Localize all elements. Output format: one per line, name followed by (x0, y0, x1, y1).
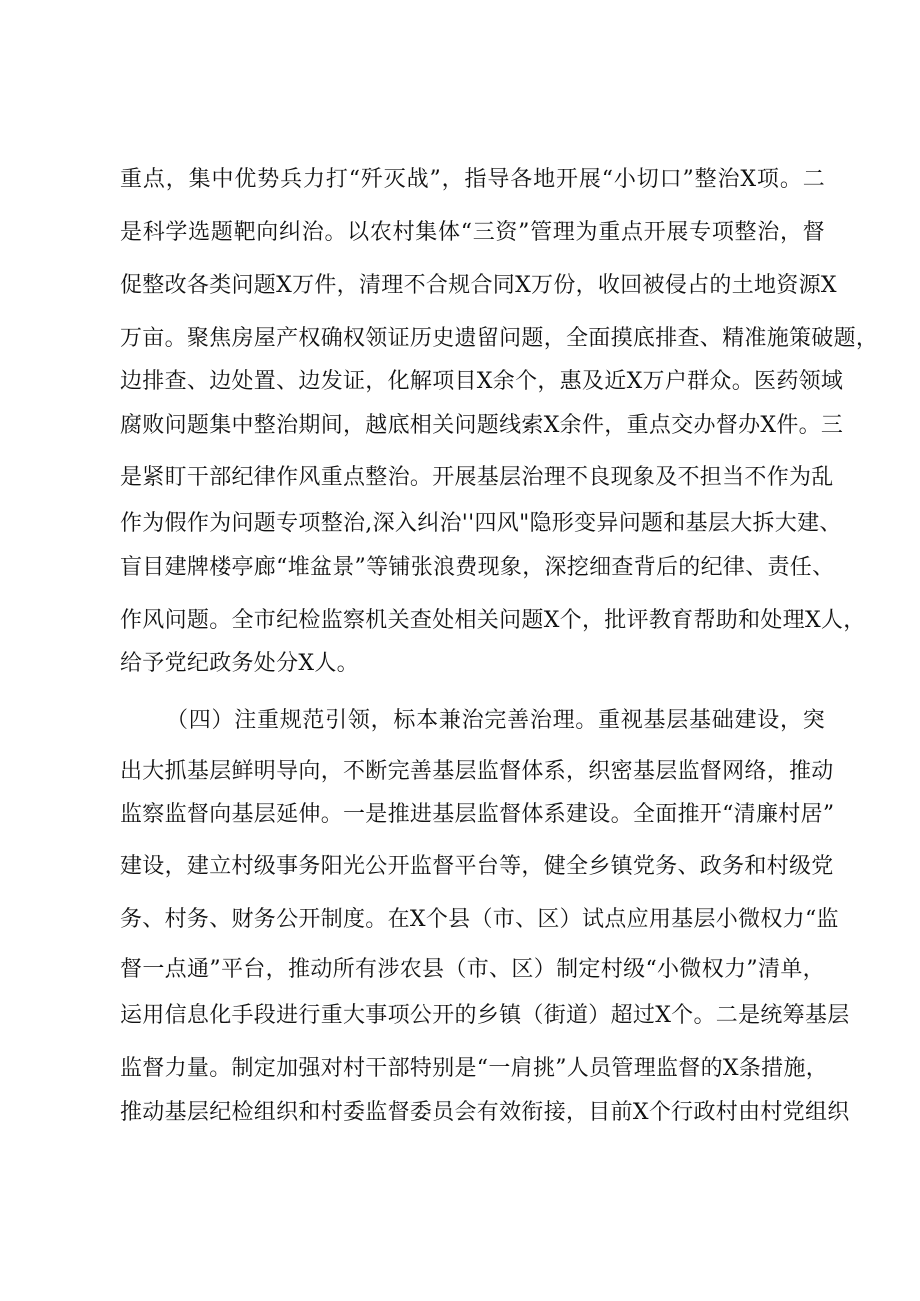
text-line: 万亩。聚焦房屋产权确权领证历史遗留问题，全面摸底排查、精准施策破题， (120, 326, 879, 351)
text-line: 促整改各类问题X万件，清理不合规合同X万份，收回被侵占的土地资源X (120, 273, 837, 298)
section-heading-line: （四）注重规范引领，标本兼治完善治理。重视基层基础建设，突 (166, 708, 825, 733)
text-line: 运用信息化手段进行重大事项公开的乡镇（街道）超过X个。二是统筹基层 (120, 1003, 850, 1028)
text-line: 边排查、边处置、边发证，化解项目X余个，惠及近X万户群众。医药领域 (120, 369, 844, 394)
text-line: 建设，建立村级事务阳光公开监督平台等，健全乡镇党务、政务和村级党 (120, 854, 834, 879)
text-line: 推动基层纪检组织和村委监督委员会有效衔接，目前X个行政村由村党组织 (120, 1100, 850, 1125)
text-line: 监督力量。制定加强对村干部特别是“一肩挑”人员管理监督的X条措施， (120, 1056, 829, 1081)
text-line: 监察监督向基层延伸。一是推进基层监督体系建设。全面推开“清廉村居” (120, 802, 835, 827)
text-line: 务、村务、财务公开制度。在X个县（市、区）试点应用基层小微权力“监 (120, 907, 839, 932)
text-line: 重点，集中优势兵力打“歼灭战”，指导各地开展“小切口”整治X项。二 (120, 167, 825, 192)
text-line: 作为假作为问题专项整治,深入纠治''四风"隐形变异问题和基层大拆大建、 (120, 511, 842, 536)
text-line: 盲目建牌楼亭廊“堆盆景”等铺张浪费现象，深挖细查背后的纪律、责任、 (120, 555, 835, 580)
text-line: 腐败问题集中整治期间，越底相关问题线索X余件，重点交办督办X件。三 (120, 413, 844, 438)
text-line: 出大抓基层鲜明导向，不断完善基层监督体系，织密基层监督网络，推动 (120, 759, 834, 784)
text-line: 督一点通”平台，推动所有涉农县（市、区）制定村级“小微权力”清单， (120, 957, 825, 982)
text-line: 是紧盯干部纪律作风重点整治。开展基层治理不良现象及不担当不作为乱 (120, 465, 834, 490)
text-line: 给予党纪政务处分X人。 (120, 651, 359, 676)
text-line: 作风问题。全市纪检监察机关查处相关问题X个，批评教育帮助和处理X人， (120, 608, 866, 633)
text-line: 是科学选题靶向纠治。以农村集体“三资”管理为重点开展专项整治，督 (120, 220, 825, 245)
